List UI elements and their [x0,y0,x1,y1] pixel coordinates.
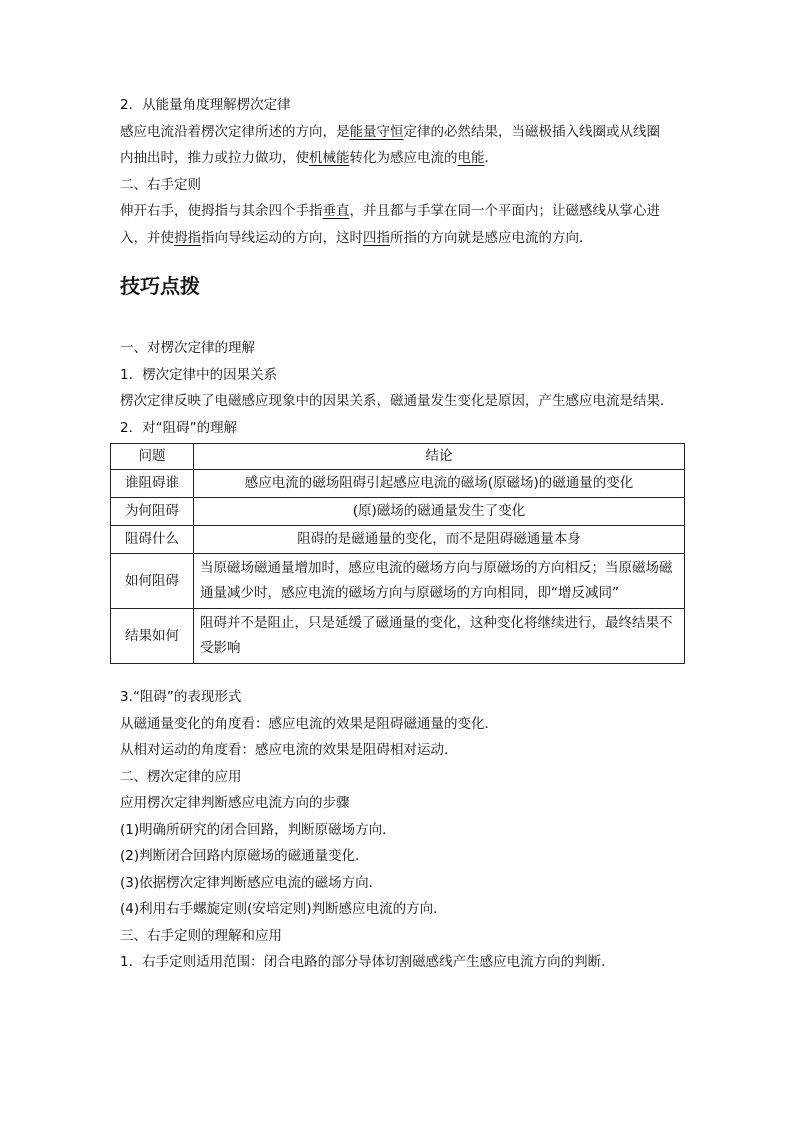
paragraph-line: 从磁通量变化的角度看：感应电流的效果是阻碍磁通量的变化． [120,715,498,732]
question-cell: 结果如何 [111,609,194,664]
subsection-title: 应用楞次定律判断感应电流方向的步骤 [120,795,350,811]
conclusion-cell: 阻碍并不是阻止，只是延缓了磁通量的变化，这种变化将继续进行，最终结果不受影响 [194,609,685,664]
subsection-title: 2．对“阻碍”的理解 [120,419,238,436]
question-cell: 为何阻碍 [111,498,194,526]
paragraph-line: 从相对运动的角度看：感应电流的效果是阻碍相对运动． [120,742,458,758]
comparison-table [110,443,685,664]
paragraph-line: 伸开右手，使拇指与其余四个手指垂直，并且都与手掌在同一个平面内；让磁感线从掌心进 [120,203,660,219]
paragraph-line: 内抽出时，推力或拉力做功，使机械能转化为感应电流的电能． [120,150,498,166]
table-row [111,609,685,664]
list-item: (2)判断闭合回路内原磁场的磁通量变化． [120,848,369,864]
conclusion-cell: 当原磁场磁通量增加时，感应电流的磁场方向与原磁场的方向相反；当原磁场磁通量减少时，感应电流的磁场方向与原磁场的方向相同，即“增反减同” [194,554,685,609]
question-cell: 如何阻碍 [111,554,194,609]
table-header-row [111,444,685,470]
underlined-term: 机械能 [309,150,350,166]
table-row [111,526,685,554]
underlined-term: 能量守恒 [349,123,404,140]
subsection-title: 3.“阻碍”的表现形式 [120,689,242,705]
section-heading: 三、右手定则的理解和应用 [120,927,282,944]
paragraph: 楞次定律反映了电磁感应现象中的因果关系，磁通量发生变化是原因，产生感应电流是结果． [120,393,674,409]
underlined-term: 电能 [457,150,485,166]
section-heading: 一、对楞次定律的理解 [120,340,255,356]
column-header: 结论 [194,444,685,470]
question-cell: 阻碍什么 [111,526,194,554]
column-header: 问题 [111,444,194,470]
item-title: 2．从能量角度理解楞次定律 [120,97,291,113]
underlined-term: 拇指 [174,229,201,246]
table-row [111,554,685,609]
conclusion-cell: (原)磁场的磁通量发生了变化 [194,498,685,526]
underlined-term: 垂直 [322,203,350,219]
question-cell: 谁阻碍谁 [111,470,194,498]
paragraph-line: 1．右手定则适用范围：闭合电路的部分导体切割磁感线产生感应电流方向的判断． [120,954,615,970]
paragraph-line: 感应电流沿着楞次定律所述的方向，是能量守恒定律的必然结果，当磁极插入线圈或从线圈 [120,123,660,140]
paragraph-line: 入，并使拇指指向导线运动的方向，这时四指所指的方向就是感应电流的方向． [120,229,593,246]
list-item: (4)利用右手螺旋定则(安培定则)判断感应电流的方向． [120,901,447,917]
conclusion-cell: 阻碍的是磁通量的变化，而不是阻碍磁通量本身 [194,526,685,554]
document-page [120,92,686,976]
subsection-title: 1．楞次定律中的因果关系 [120,366,278,383]
page-heading: 技巧点拨 [120,274,200,298]
section-heading: 二、楞次定律的应用 [120,768,242,785]
conclusion-cell: 感应电流的磁场阻碍引起感应电流的磁场(原磁场)的磁通量的变化 [194,470,685,498]
list-item: (1)明确所研究的闭合回路，判断原磁场方向． [120,821,396,838]
section-heading: 二、右手定则 [120,176,201,193]
underlined-term: 四指 [363,229,390,246]
table-row [111,498,685,526]
list-item: (3)依据楞次定律判断感应电流的磁场方向． [120,874,383,891]
table-row [111,470,685,498]
